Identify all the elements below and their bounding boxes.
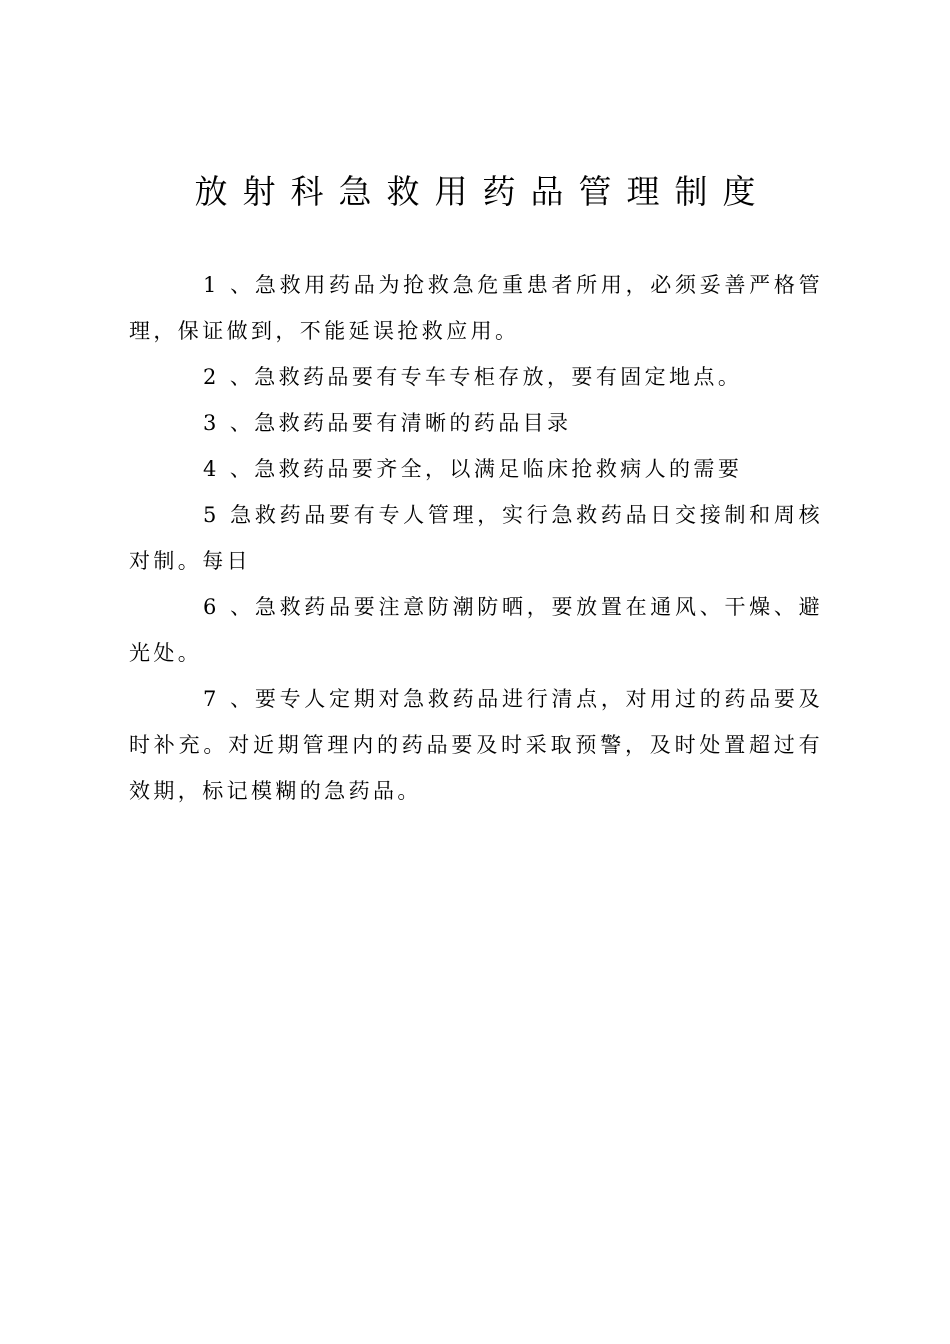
document-title: 放射科急救用药品管理制度 xyxy=(194,172,771,211)
paragraph-5: 5 急救药品要有专人管理，实行急救药品日交接制和周核对制。每日 xyxy=(129,503,823,573)
paragraph-2: 2 、急救药品要有专车专柜存放，要有固定地点。 xyxy=(203,365,743,389)
paragraph-3: 3 、急救药品要有清晰的药品目录 xyxy=(203,411,572,435)
paragraph-7: 7 、要专人定期对急救药品进行清点，对用过的药品要及时补充。对近期管理内的药品要及时采取预警，及时处置超过有效期，标记模糊的急药品。 xyxy=(129,687,823,803)
paragraph-4: 4 、急救药品要齐全，以满足临床抢救病人的需要 xyxy=(203,457,743,481)
paragraph-1: 1 、急救用药品为抢救急危重患者所用，必须妥善严格管理，保证做到，不能延误抢救应用。 xyxy=(129,273,823,343)
document-body xyxy=(129,262,823,814)
paragraph-6: 6 、急救药品要注意防潮防晒，要放置在通风、干燥、避光处。 xyxy=(129,595,823,665)
